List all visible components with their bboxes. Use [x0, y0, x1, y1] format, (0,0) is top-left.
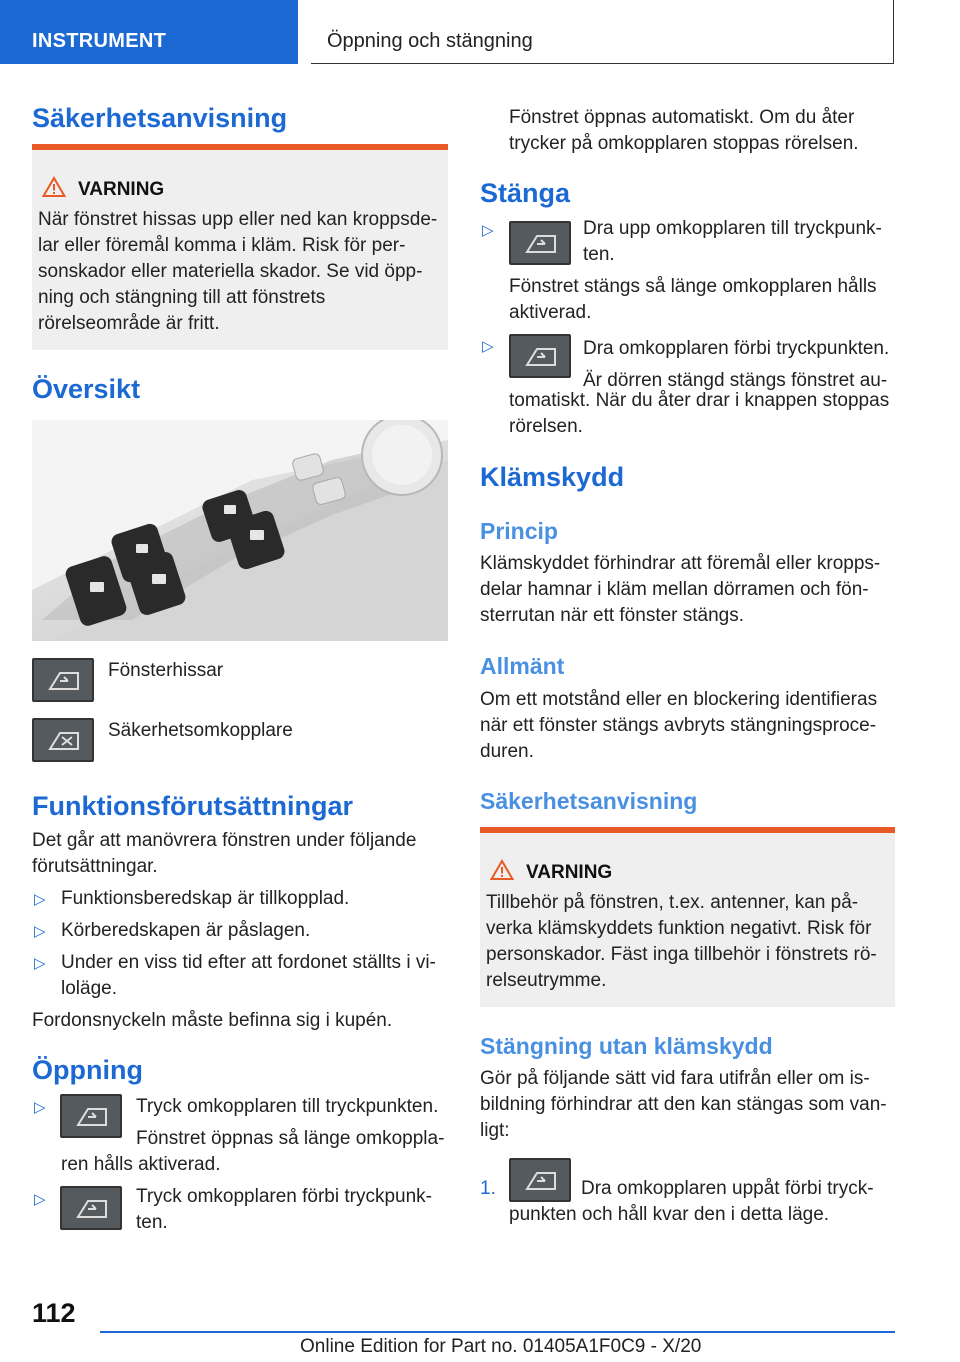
window-lift-icon — [60, 1186, 122, 1230]
page-number: 112 — [32, 1298, 76, 1328]
bullet-icon: ▷ — [34, 955, 46, 972]
requirements-note: Fordonsnyckeln måste befinna sig i kupén. — [32, 1010, 393, 1031]
section-label: INSTRUMENT — [32, 30, 167, 52]
closing-step-2-detail: tomatiskt. När du åter drar i knappen stoppas rörelsen. — [509, 390, 890, 437]
no-pinch-step-text-cont: punkten och håll kvar den i detta läge. — [509, 1204, 830, 1225]
requirement-item: Körberedskapen är påslagen. — [61, 920, 311, 941]
pinch-protection-heading: Klämskydd — [480, 462, 625, 492]
safety-heading-right: Säkerhetsanvisning — [480, 788, 698, 814]
bullet-icon: ▷ — [34, 1099, 46, 1116]
principle-heading: Princip — [480, 518, 558, 544]
requirements-intro: Det går att manövrera fönstren under följande förutsättningar. — [32, 830, 417, 877]
opening-step-1: Tryck omkopplaren till tryckpunkten. — [136, 1096, 439, 1117]
warning-box-1 — [32, 144, 448, 350]
edition-note: Online Edition for Part no. 01405A1F0C9 - X/20 — [300, 1336, 702, 1357]
closing-step-1: Dra upp omkopplaren till tryckpunk- ten. — [583, 218, 882, 265]
bullet-icon: ▷ — [482, 338, 494, 355]
opening-step-1-detail: Fönstret öppnas så länge omkoppla- — [136, 1128, 445, 1149]
safety-switch-icon — [32, 718, 94, 762]
no-pinch-heading: Stängning utan klämskydd — [480, 1033, 773, 1059]
closing-heading: Stänga — [480, 178, 571, 208]
chapter-header — [311, 0, 894, 64]
step-number: 1. — [480, 1178, 496, 1199]
safety-heading-left: Säkerhetsanvisning — [32, 103, 288, 133]
warning-triangle-icon — [42, 176, 66, 198]
no-pinch-step-text: Dra omkopplaren uppåt förbi tryck- — [581, 1178, 874, 1199]
closing-step-1-detail: Fönstret stängs så länge omkopplaren hålls aktiverad. — [509, 276, 877, 323]
warning-text: När fönstret hissas upp eller ned kan kroppsde- lar eller föremål komma i kläm. Risk för per- sonskador eller materiella skador. Se vid öpp- ning och stängning till att fönstrets rörelseområde är fritt. — [38, 209, 438, 334]
requirement-item: Under en viss tid efter att fordonet ställts i vi- loläge. — [61, 952, 436, 999]
window-switch-photo — [32, 420, 448, 641]
closing-step-2: Dra omkopplaren förbi tryckpunkten. Är dörren stängd stängs fönstret au- — [583, 338, 890, 391]
window-lift-icon — [509, 221, 571, 265]
section-tab — [0, 0, 298, 64]
warning-text: Tillbehör på fönstren, t.ex. antenner, kan på- verka klämskyddets funktion negativt. Risk för personskador. Fäst inga tillbehör i fönstrets rö- relseutrymme. — [486, 892, 877, 991]
general-heading: Allmänt — [480, 653, 565, 679]
window-lift-icon — [509, 334, 571, 378]
warning-triangle-icon — [490, 859, 514, 881]
warning-label: VARNING — [526, 862, 613, 883]
principle-text: Klämskyddet förhindrar att föremål eller kropps- delar hamnar i kläm mellan dörramen och fön- sterrutan när ett fönster stängs. — [480, 553, 881, 626]
footer-divider — [100, 1331, 895, 1333]
window-lift-icon — [509, 1158, 571, 1202]
bullet-icon: ▷ — [34, 923, 46, 940]
opening-step-2: Tryck omkopplaren förbi tryckpunk- ten. — [136, 1186, 433, 1233]
requirements-heading: Funktionsförutsättningar — [32, 791, 353, 821]
opening-step-1-detail-cont: ren hålls aktiverad. — [61, 1154, 221, 1175]
no-pinch-intro: Gör på följande sätt vid fara utifrån eller om is- bildning förhindrar att den kan stängas som van- ligt: — [480, 1068, 887, 1141]
opening-heading: Öppning — [32, 1055, 143, 1085]
auto-open-text: Fönstret öppnas automatiskt. Om du åter trycker på omkopplaren stoppas rörelsen. — [509, 107, 859, 154]
general-text: Om ett motstånd eller en blockering identifieras när ett fönster stängs avbryts stängningsproce- duren. — [480, 689, 878, 762]
bullet-icon: ▷ — [482, 222, 494, 239]
chapter-title: Öppning och stängning — [327, 30, 533, 52]
overview-heading: Översikt — [32, 374, 141, 404]
warning-label: VARNING — [78, 179, 165, 200]
window-lift-icon — [32, 658, 94, 702]
legend-label-safety-switch: Säkerhetsomkopplare — [108, 720, 293, 741]
bullet-icon: ▷ — [34, 891, 46, 908]
bullet-icon: ▷ — [34, 1191, 46, 1208]
legend-label-window-lifts: Fönsterhissar — [108, 660, 224, 681]
requirement-item: Funktionsberedskap är tillkopplad. — [61, 888, 350, 909]
window-lift-icon — [60, 1094, 122, 1138]
warning-box-2 — [480, 827, 895, 1007]
